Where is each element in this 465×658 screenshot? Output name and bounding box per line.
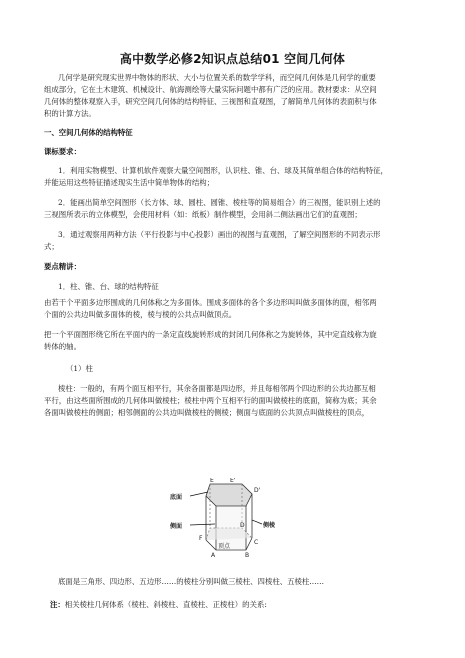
prism-line-3: 各面叫做棱柱的侧面；相邻侧面的公共边叫做棱柱的侧棱；侧面与底面的公共顶点叫做棱柱的顶点， — [44, 408, 370, 417]
revolution-line-2: 转体的轴。 — [44, 342, 81, 351]
key-points-heading: 要点精讲： — [44, 262, 81, 271]
label-vertex: 顶点 — [218, 543, 231, 550]
label-side-edge: 侧棱 — [263, 522, 276, 529]
prism-line-2: 平行，由这些面所围成的几何体叫做棱柱；棱柱中两个互相平行的面叫做棱柱的底面，简称为底；其余 — [44, 396, 377, 405]
vertex-label: C — [254, 539, 259, 546]
vertex-label: F — [199, 535, 203, 542]
vertex-label: E' — [230, 478, 236, 484]
requirement-2-cont: 三视图所表示的立体模型，会使用材料（如：纸板）制作模型，会用斜二侧法画出它们的直观图； — [44, 210, 362, 219]
intro-line-2: 组成部分，它在土木建筑、机械设计、航海测绘等大量实际问题中都有广泛的应用。教材要求：从空间 — [44, 85, 377, 94]
pointer-line — [190, 492, 208, 496]
vertex-label: E — [210, 478, 214, 484]
vertex-label: D — [240, 522, 245, 529]
vertex-label: D' — [254, 487, 261, 494]
prism-top-face — [206, 484, 252, 506]
requirements-heading: 课标要求： — [44, 147, 81, 156]
section-heading: 一、空间几何体的结构特征 — [44, 128, 133, 137]
prism-types-line: 底面是三角形、四边形、五边形……的棱柱分别叫做三棱柱、四棱柱、五棱柱…… — [58, 577, 325, 586]
requirement-3-cont: 式； — [44, 242, 59, 251]
prism-figure — [168, 478, 286, 558]
revolution-line-1: 把一个平面图形绕它所在平面内的一条定直线旋转形成的封闭几何体称之为旋转体，其中定直线称为旋 — [44, 330, 377, 339]
key-point-1: 1．柱、锥、台、球的结构特征 — [58, 282, 159, 291]
intro-line-4: 积的计算方法。 — [44, 109, 96, 118]
note-text: 相关棱柱几何体系（棱柱、斜棱柱、直棱柱、正棱柱）的关系: — [64, 600, 267, 609]
polyhedron-line-1: 由若干个平面多边形围成的几何体称之为多面体。围成多面体的各个多边形叫叫做多面体的面，相邻两 — [44, 298, 377, 307]
requirement-1-cont: 并能运用这些特征描述现实生活中简单物体的结构； — [44, 178, 214, 187]
pointer-line — [252, 520, 262, 524]
intro-line-3: 几何体的整体观察入手，研究空间几何体的结构特征、三视图和直观图，了解简单几何体的表面积与体 — [44, 97, 377, 106]
label-side-face: 侧面 — [170, 523, 183, 530]
label-base: 底面 — [170, 494, 183, 501]
prism-heading: （1）柱 — [66, 364, 93, 373]
page-title: 高中数学必修2知识点总结01 空间几何体 — [119, 52, 346, 66]
vertex-label: B — [245, 552, 250, 558]
intro-line-1: 几何学是研究现实世界中物体的形状、大小与位置关系的数学学科，而空间几何体是几何学的重要 — [58, 73, 376, 82]
requirement-2: 2．能画出简单空间图形（长方体、球、圆柱、圆锥、棱柱等的简易组合）的三视图，能识别上述的 — [58, 198, 381, 207]
requirement-1: 1．利用实物模型、计算机软件观察大量空间图形，认识柱、锥、台、球及其简单组合体的结构特征， — [58, 166, 388, 175]
requirement-3: 3．通过观察用两种方法（平行投影与中心投影）画出的视图与直观图，了解空间图形的不同表示形 — [58, 230, 381, 239]
note-label: 注： — [50, 600, 65, 609]
note-line — [50, 600, 430, 610]
prism-line-1: 棱柱：一般的，有两个面互相平行，其余各面都是四边形，并且每相邻两个四边形的公共边都互相 — [58, 384, 376, 393]
vertex-label: A — [211, 552, 216, 558]
polyhedron-line-2: 个面的公共边叫做多面体的棱，棱与棱的公共点叫做顶点。 — [44, 310, 237, 319]
pointer-line — [190, 524, 215, 525]
